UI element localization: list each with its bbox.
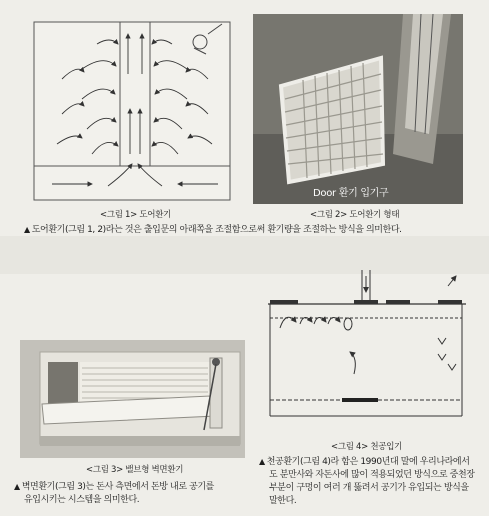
wall-ventilation-description: ▲ 벽면환기(그림 3)는 돈사 측면에서 돈방 내로 공기를 유입시키는 시스템을 의미한다. [14,482,214,505]
wall-vent-photo-drawing [20,340,245,458]
figure-2-caption: <그림 2> 도어환기 형태 [310,210,400,220]
bullet-triangle: ▲ [24,225,30,234]
figure-2-door-vent-photo [253,14,463,204]
figure-3-caption: <그림 3> 밸브형 벽면환기 [86,465,184,475]
photo-overlay-label: Door 환기 입기구 [313,188,389,199]
door-ventilation-drawing [22,14,242,204]
ceiling-inlet-drawing [262,266,472,436]
figure-1-caption: <그림 1> 도어환기 [100,210,172,220]
figure-4-caption: <그림 4> 천공입기 [331,442,403,452]
door-vent-photo-drawing [253,14,463,204]
figure-1-door-ventilation-diagram [22,14,242,204]
figure-4-ceiling-inlet-diagram [262,266,472,436]
ceiling-ventilation-description: ▲ 천공환기(그림 4)라 함은 1990년대 말에 우리나라에서 도 분만사와 자돈사에 많이 적용되었던 방식으로 중천장 부분이 구멍이 여러 개 뚫려서 공기가 유입되는 방식을 말한다. [259,457,475,506]
figure-3-wall-vent-photo [20,340,245,458]
door-ventilation-description: ▲ 도어환기(그림 1, 2)라는 것은 출입문의 아래쪽을 조절함으로써 환기량을 조절하는 방식을 의미한다. [24,225,402,235]
